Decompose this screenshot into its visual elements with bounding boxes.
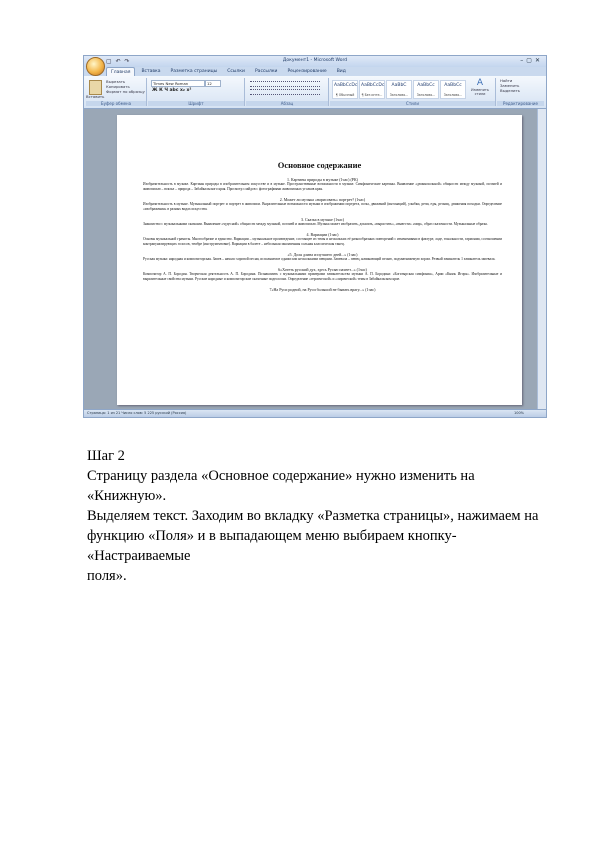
step-heading: Шаг 2 [87, 448, 125, 464]
style-name: ¶ Без инте... [361, 93, 383, 97]
section-text: Русская музыка: народная и композиторская. Запев – начало хоровой песни, исполняемое одним или несколькими певцами. Запевала – певец, начинающий песню, подхватываемую хором. Резвый зачинатель 1 зачинатель запевала. [143, 257, 496, 261]
document-body [143, 177, 502, 292]
section-text: Знакомство с музыкальными сказками. Выявление «чудесной» общности между музыкой, поэзией и живописью. Музыка может изобразить, доказать, «вырастить», «вывести» «мир», образ сказочности. Музыкальные образы. [143, 222, 488, 226]
clipboard-group [86, 78, 147, 106]
zoom-level[interactable]: 100% [513, 411, 524, 415]
style-sample: AaBbC [391, 83, 407, 88]
style-sample: AaBbCcDc [334, 83, 358, 88]
window-title: Документ1 - Microsoft Word [282, 58, 348, 63]
ribbon-tabs [106, 67, 350, 76]
section-heading: 2. Может ли музыка «нарисовать» портрет? (1час) [279, 197, 366, 202]
paste-icon[interactable] [89, 80, 102, 95]
style-sample: AaBbCc [444, 83, 462, 88]
style-name: Заголово... [443, 93, 463, 97]
style-no-spacing[interactable] [359, 80, 385, 99]
tab-mailings[interactable]: Рассылки [254, 69, 278, 74]
vertical-scrollbar[interactable] [537, 109, 546, 409]
section-text: Изобразительность в музыке. Музыкальный портрет и портрет в живописи. Выразительные возможности музыки в изображении портрета, позы, движений (интонаций), улыбки, речи, еды, ресниц, движения походки. Определение «изображения» в разных видах искусства. [143, 202, 502, 211]
tab-page-layout[interactable]: Разметка страницы [170, 69, 218, 74]
change-styles-label: Изменить стили [471, 88, 489, 96]
change-styles-button[interactable] [470, 78, 490, 96]
style-sample: AaBbCcDc [361, 83, 385, 88]
section-text: Изобразительность в музыке. Картины природы в изобразительном искусстве и в музыке. Пространственные возможности в музыке. Симфонические картины. Выявление «двоякохольной» общности между музыкой, поэзией и живописью – вокзал – природа – Забайкальского края. Просмотр слайдов с фотографиями живописных уголков края. [143, 182, 502, 191]
document-area [84, 109, 546, 409]
styles-gallery [332, 80, 466, 97]
style-sample: AaBbCc [417, 83, 435, 88]
select-button[interactable]: Выделить [500, 88, 520, 93]
style-normal[interactable] [332, 80, 358, 99]
word-screenshot [83, 55, 547, 418]
section-heading: 7«На Руси родной, на Руси большой не бывать врагу...» (1час) [269, 287, 376, 292]
style-heading-2[interactable] [413, 80, 439, 99]
section-heading: «5. Доля длина излучшего дней...» (1час) [287, 252, 358, 257]
replace-button[interactable]: Заменить [500, 83, 520, 88]
clipboard-group-label: Буфер обмена [86, 101, 146, 106]
status-bar [84, 409, 546, 417]
list-buttons[interactable] [250, 81, 320, 87]
tab-references[interactable]: Ссылки [227, 69, 245, 74]
style-heading-3[interactable] [440, 80, 466, 99]
editing-buttons [500, 78, 520, 93]
section-heading: 3. Сказка в музыке (1час) [300, 217, 345, 222]
title-bar [84, 56, 546, 67]
font-size-box[interactable]: 12 [205, 80, 221, 87]
instruction-text [87, 446, 557, 586]
find-button[interactable]: Найти [500, 78, 513, 83]
font-group [148, 78, 245, 106]
tab-view[interactable]: Вид [336, 69, 346, 74]
instruction-line: функцию «Поля» и в выпадающем меню выбираем кнопку- «Настраиваемые [87, 528, 457, 564]
section-heading: 6«Хотеть русский дух, здесь Русью пахнет...» (1час) [278, 267, 367, 272]
quick-access-toolbar[interactable]: ▢ ↶ ↷ [106, 58, 131, 65]
instruction-line: поля». [87, 568, 127, 584]
copy-button[interactable]: Копировать [106, 84, 130, 89]
instruction-line: Страницу раздела «Основное содержание» нужно изменить на «Книжную». [87, 468, 475, 504]
cut-button[interactable]: Вырезать [106, 79, 126, 84]
instruction-line: Выделяем текст. Заходим во вкладку «Разметка страницы», нажимаем на [87, 508, 539, 524]
format-painter-button[interactable]: Формат по образцу [106, 89, 145, 94]
style-name: Заголово... [416, 93, 436, 97]
style-name: ¶ Обычный [335, 93, 355, 97]
paragraph-group-label: Абзац [246, 101, 328, 106]
tab-review[interactable]: Рецензирование [287, 69, 327, 74]
section-text: Композитор А. П. Бородин. Творческая деятельность А. П. Бородина. Познакомить с музыкальными примерами зачинательства музыки А. П. Бородина: «Богатырская симфония», Арии «Князь Игоря». Изобразительные и выразительные свойства музыки. Русские народные и композиторские сказочные подголоски. Определение «героической» и «лирической» темы в Забайкальском крае. [143, 272, 502, 281]
paragraph-group [246, 78, 329, 106]
format-buttons[interactable]: Ж К Ч abc x₂ x² [152, 88, 192, 93]
style-heading-1[interactable] [386, 80, 412, 99]
tab-home[interactable]: Главная [106, 67, 135, 76]
style-name: Заголово... [389, 93, 409, 97]
section-text: Основы музыкальной грамоты. Многообразие и единство. Вариации – музыкальное произведение, состоящее из темы и нескольких её разнообразных повторений с изменениями в фактуре, ладе, тональности, гармонии, соотношении контрапунктирующих голосов, тембре (инструментовке). Вариации в балете – небольшая законченная сольная классическая танец. [143, 237, 502, 246]
font-group-label: Шрифт [148, 101, 244, 106]
status-info: Страница: 1 из 21 Число слов: 5 225 русский (Россия) [87, 411, 187, 415]
tab-insert[interactable]: Вставка [141, 69, 161, 74]
paste-button[interactable]: Вставить [86, 94, 105, 99]
editing-group-label: Редактирование [497, 101, 544, 106]
change-styles-icon: A [476, 78, 484, 88]
section-heading: 1. Картины природы в музыке (1час) (РК) [286, 177, 359, 182]
section-heading: 4. Вариации (1час) [306, 232, 339, 237]
document-page[interactable] [117, 115, 522, 405]
document-title: Основное содержание [277, 160, 362, 170]
alignment-buttons[interactable] [250, 89, 320, 95]
font-name-box[interactable]: Times New Roman [151, 80, 205, 87]
window-controls[interactable]: –▢✕ [520, 57, 543, 64]
office-button[interactable] [86, 57, 105, 76]
styles-group-label: Стили [330, 101, 495, 106]
